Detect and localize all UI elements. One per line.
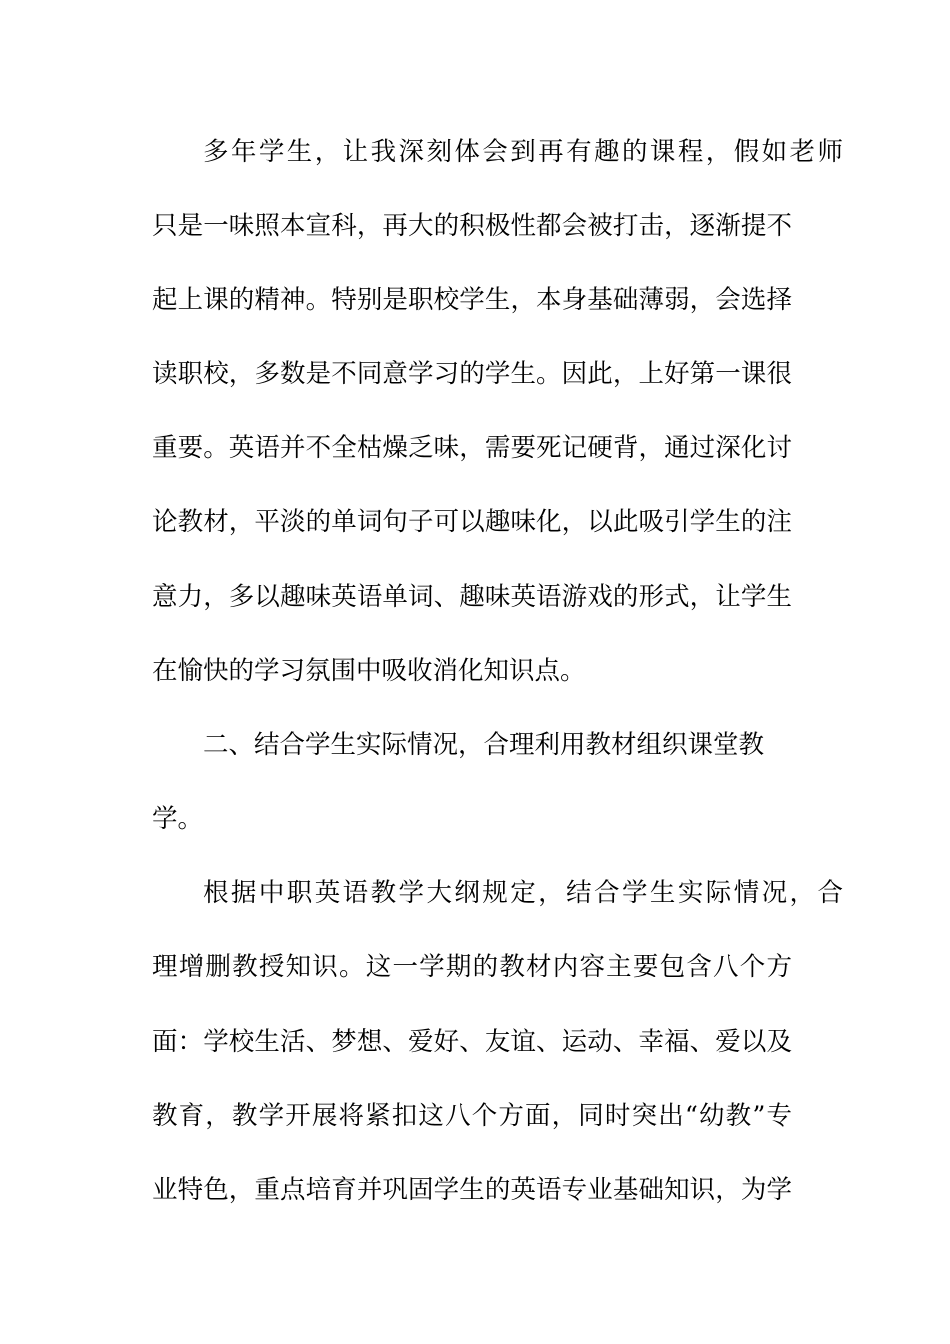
text-line: 起上课的精神。特别是职校学生，本身基础薄弱，会选择 xyxy=(152,285,792,315)
text-line: 业特色，重点培育并巩固学生的英语专业基础知识，为学 xyxy=(152,1175,792,1205)
text-line: 意力，多以趣味英语单词、趣味英语游戏的形式，让学生 xyxy=(152,582,792,612)
text-line: 在愉快的学习氛围中吸收消化知识点。 xyxy=(152,656,586,686)
text-line: 重要。英语并不全枯燥乏味，需要死记硬背，通过深化讨 xyxy=(152,433,792,463)
text-line: 多年学生，让我深刻体会到再有趣的课程，假如老师 xyxy=(203,137,843,167)
text-line: 教育，教学开展将紧扣这八个方面，同时突出“幼教”专 xyxy=(152,1101,792,1131)
text-line: 理增删教授知识。这一学期的教材内容主要包含八个方 xyxy=(152,952,792,982)
section-heading-line: 二、结合学生实际情况，合理利用教材组织课堂教 xyxy=(203,730,765,760)
text-line: 论教材，平淡的单词句子可以趣味化，以此吸引学生的注 xyxy=(152,507,792,537)
text-line: 读职校，多数是不同意学习的学生。因此，上好第一课很 xyxy=(152,359,792,389)
text-line: 面：学校生活、梦想、爱好、友谊、运动、幸福、爱以及 xyxy=(152,1027,792,1057)
text-line: 只是一味照本宣科，再大的积极性都会被打击，逐渐提不 xyxy=(152,211,792,241)
section-heading-line: 学。 xyxy=(152,804,204,834)
text-line: 根据中职英语教学大纲规定，结合学生实际情况，合 xyxy=(203,878,843,908)
